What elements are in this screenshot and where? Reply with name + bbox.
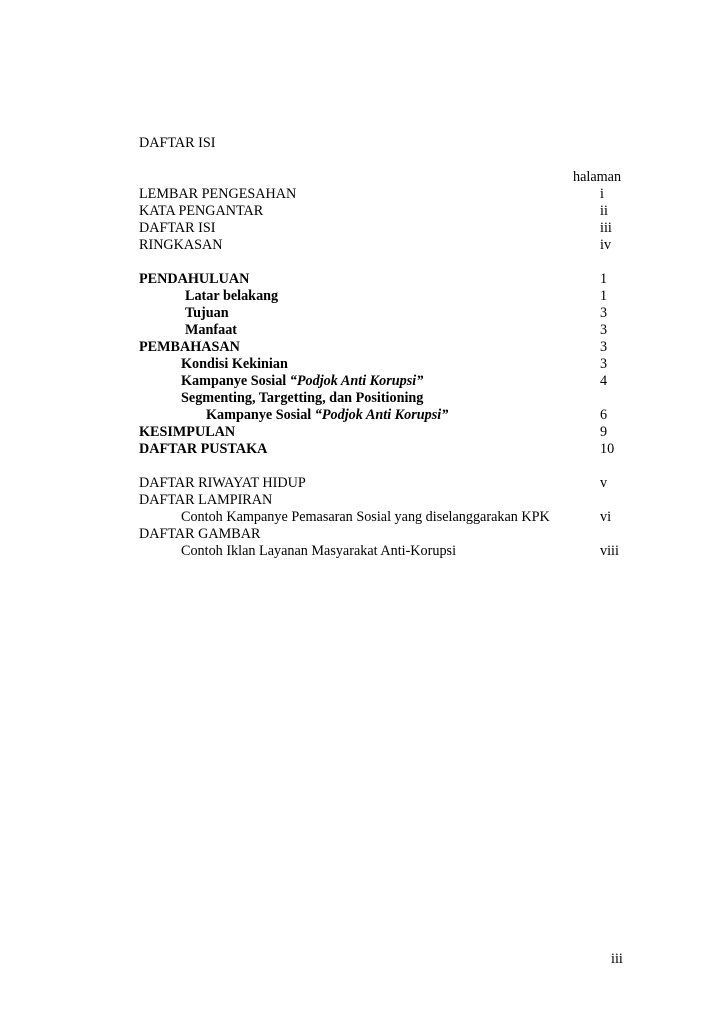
toc-entry-label: [139, 526, 260, 543]
toc-entry-page-number: iii: [600, 220, 612, 236]
toc-entry-page-number: 3: [600, 356, 608, 372]
toc-entry-label: [139, 271, 249, 288]
toc-entry-text: PENDAHULUAN: [139, 271, 250, 287]
toc-entry-page-number: ii: [600, 203, 608, 219]
toc-entry-text: Contoh Kampanye Pemasaran Sosial yang diselanggarakan KPK: [181, 509, 550, 525]
page-column-header: halaman: [573, 169, 622, 185]
toc-entry: [139, 271, 639, 288]
toc-entry-text: KESIMPULAN: [139, 424, 236, 440]
toc-entry-page-number: 4: [600, 373, 608, 389]
toc-entry-page-number: 3: [600, 339, 608, 355]
toc-entry-label: [139, 186, 296, 203]
toc-entry-italic-text: “Podjok Anti Korupsi”: [314, 407, 449, 423]
toc-entry-page-number: i: [600, 186, 604, 202]
toc-entry-text: Tujuan: [185, 305, 229, 321]
toc-entry: [139, 424, 639, 441]
toc-entry-text: Kampanye Sosial: [181, 373, 290, 389]
toc-entry-page-number: 10: [600, 441, 615, 457]
toc-entry: [139, 526, 639, 543]
toc-entry-label: [206, 407, 448, 424]
toc-entry: [139, 543, 639, 560]
toc-entry-text: RINGKASAN: [139, 237, 223, 253]
toc-entry-text: DAFTAR PUSTAKA: [139, 441, 268, 457]
toc-entry-text: LEMBAR PENGESAHAN: [139, 186, 297, 202]
toc-entry-page-number: 1: [600, 288, 608, 304]
toc-entry-label: [139, 441, 267, 458]
toc-entry: [139, 373, 639, 390]
toc-entry: [139, 203, 639, 220]
table-of-contents: [139, 186, 639, 560]
toc-entry: [139, 441, 639, 458]
toc-entry-text: DAFTAR GAMBAR: [139, 526, 261, 542]
toc-entry-label: [181, 356, 288, 373]
toc-entry-label: [185, 288, 278, 305]
toc-entry-label: [139, 237, 223, 254]
toc-entry-label: [185, 305, 229, 322]
toc-entry-label: [185, 322, 237, 339]
toc-entry: [139, 339, 639, 356]
toc-entry: [139, 288, 639, 305]
toc-entry: [139, 407, 639, 424]
toc-entry-text: DAFTAR LAMPIRAN: [139, 492, 273, 508]
toc-entry-page-number: 9: [600, 424, 608, 440]
toc-entry-label: [139, 203, 263, 220]
toc-entry-page-number: viii: [600, 543, 619, 559]
toc-entry-label: [181, 390, 423, 407]
toc-entry-page-number: 1: [600, 271, 608, 287]
toc-entry-text: Kondisi Kekinian: [181, 356, 288, 372]
toc-entry-label: [139, 220, 216, 237]
toc-entry: [139, 305, 639, 322]
toc-entry-text: DAFTAR ISI: [139, 220, 216, 236]
toc-entry-label: [139, 339, 240, 356]
toc-entry-text: Contoh Iklan Layanan Masyarakat Anti-Korupsi: [181, 543, 457, 559]
toc-entry-text: PEMBAHASAN: [139, 339, 240, 355]
toc-entry: [139, 509, 639, 526]
toc-entry-page-number: 3: [600, 322, 608, 338]
toc-entry-text: DAFTAR RIWAYAT HIDUP: [139, 475, 306, 491]
footer-page-number: iii: [611, 951, 623, 967]
toc-entry: [139, 356, 639, 373]
toc-entry-label: [139, 475, 306, 492]
page-title: DAFTAR ISI: [139, 135, 216, 151]
toc-entry: [139, 322, 639, 339]
toc-entry: [139, 237, 639, 254]
toc-entry-label: [181, 373, 423, 390]
toc-entry-page-number: 3: [600, 305, 608, 321]
toc-entry-label: [139, 424, 235, 441]
toc-entry-page-number: vi: [600, 509, 612, 525]
toc-entry-label: [139, 492, 272, 509]
toc-entry-text: KATA PENGANTAR: [139, 203, 264, 219]
toc-entry-text: Latar belakang: [185, 288, 279, 304]
toc-entry-text: Segmenting, Targetting, dan Positioning: [181, 390, 424, 406]
toc-entry: [139, 186, 639, 203]
toc-entry-text: Kampanye Sosial: [206, 407, 315, 423]
toc-entry-page-number: iv: [600, 237, 612, 253]
toc-entry: [139, 475, 639, 492]
toc-entry: [139, 390, 639, 407]
toc-entry-text: Manfaat: [185, 322, 238, 338]
toc-entry: [139, 492, 639, 509]
toc-entry-label: [181, 509, 550, 526]
toc-entry-page-number: v: [600, 475, 608, 491]
toc-entry-label: [181, 543, 456, 560]
toc-entry: [139, 220, 639, 237]
toc-entry-italic-text: “Podjok Anti Korupsi”: [289, 373, 424, 389]
toc-entry-page-number: 6: [600, 407, 608, 423]
